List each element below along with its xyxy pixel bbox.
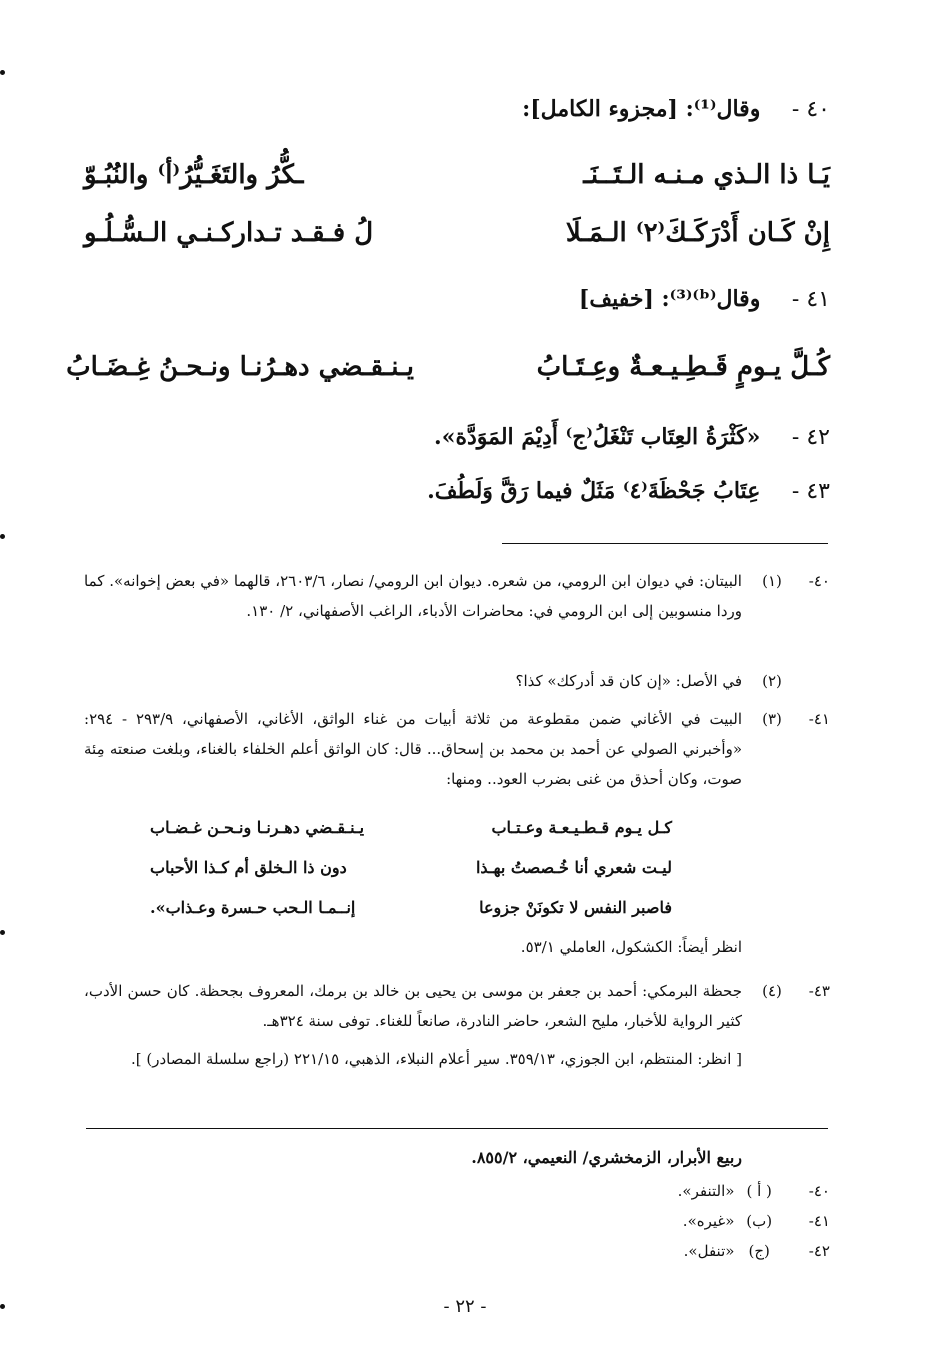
footnote-text: البيت في الأغاني ضمن مقطوعة من ثلاثة أبيات من غناء الواثق، الأغاني، الأصفهاني، ٢٩٣/٩ - ٢٩٤: «وأخبرني الصولي عن أحمد بن محمد بن إسحاق... قال: كان الواثق أعلم الخلفاء بالغناء، وبلغت صنعته مِئة صوت، وكان أحذق من غنى بضرب العود.. ومنها: (84, 710, 742, 788)
variant-text: «التنفر». (677, 1182, 735, 1200)
variant-text: «غيره». (682, 1212, 735, 1230)
page-number: - ٢٢ - (443, 1296, 487, 1317)
footnote-3-verse-2-first: ليـت شعري أنا خُـصصتُ بهـذا (475, 858, 672, 877)
footnote-3-see-also: انظر أيضاً: الكشكول، العاملي ٥٣/١. (520, 938, 742, 956)
variant-40 (678, 1182, 830, 1200)
scan-edge-mark (0, 534, 5, 539)
footnote-3-verse-3-first: فاصبر النفس لا تكونَنْ جزوعا (479, 898, 672, 917)
scan-edge-mark (0, 930, 5, 935)
footnote-ref: (٣) (762, 710, 782, 728)
variant-42 (684, 1242, 830, 1260)
footnote-3-verse-3-second: إنــمـا الـحب حـسرة وعـذاب». (150, 898, 356, 917)
footnote-ref: (٢) (762, 672, 782, 690)
footnote-2 (84, 666, 830, 696)
variants-separator (86, 1128, 828, 1129)
footnote-separator (502, 543, 828, 544)
entry-number: ٤٣ - (791, 479, 830, 504)
entry-text: وقال⁽¹⁾: [مجزوء الكامل]: (522, 96, 761, 122)
entry-number: ٤٢ - (791, 425, 830, 450)
verse-40-1-first-hemistich: يَـا ذا الـذي مـنـه الـتَــنَـ (583, 160, 830, 190)
verse-41-second-hemistich: يـنـقـضي دهـرُنـا ونـحـنُ غِـضَـابُ (66, 352, 414, 382)
footnote-text: جحظة البرمكي: أحمد بن جعفر بن موسى بن يحيى بن خالد بن برمك، المعروف بجحظة. كان حسن الأدب، كثير الرواية للأخبار، مليح الشعر، حاضر النادرة، صانعاً للغناء. توفى سنة ٣٢٤هـ. (84, 982, 742, 1030)
footnote-ref: (١) (762, 572, 782, 590)
footnote-4 (84, 976, 830, 1036)
entry-43 (427, 478, 830, 504)
footnote-4-references: [ انظر: المنتظم، ابن الجوزي، ٣٥٩/١٣. سير أعلام النبلاء، الذهبي، ٢٢١/١٥ (راجع سلسلة المصادر) ]. (131, 1050, 742, 1068)
footnote-3-verse-1-second: يـنـقـضي دهـرنـا ونـحـن غـضـاب (150, 818, 365, 837)
entry-41 (579, 286, 830, 312)
entry-40 (522, 96, 830, 122)
variant-ref: ( أ ) (746, 1182, 772, 1200)
entry-42 (434, 424, 830, 450)
variant-entry-number: ٤٠- (808, 1182, 830, 1200)
footnote-ref: (٤) (762, 982, 782, 1000)
footnote-entry-number: ٤٣- (808, 982, 830, 1000)
verse-40-1-second-hemistich: ـكُّرُ والتَغَـيُّرُ⁽أ⁾ والنُبُـوّ (84, 160, 304, 190)
variant-entry-number: ٤٢- (808, 1242, 830, 1260)
verse-40-2-second-hemistich: لُ فـقـد تـداركـنـي الـسُّـلُـو (84, 218, 374, 248)
footnote-entry-number: ٤٠- (808, 572, 830, 590)
footnote-3-verse-2-second: دون ذا الـخلق أم كـذا الأحباب (150, 858, 347, 877)
verse-40-2-first-hemistich: إِنْ كَـان أَدْرَكَـكَ⁽٢⁾ الـمَـلَا (565, 218, 830, 248)
entry-number: ٤٠ - (791, 97, 830, 122)
entry-text: عِتَابُ جَحْظَةَ⁽٤⁾ مَثَلٌ فيما رَقَّ وَلَطُفَ. (427, 478, 761, 504)
variant-text: «تنفل». (683, 1242, 735, 1260)
footnote-3-verse-1-first: كـل يـوم قـطـيـعـة وعـتـاب (491, 818, 672, 837)
scan-edge-mark (0, 1304, 5, 1309)
variant-entry-number: ٤١- (808, 1212, 830, 1230)
entry-text: وقال⁽ᵇ⁾⁽³⁾: [خفيف] (578, 286, 761, 312)
source-reference: ربيع الأبرار، الزمخشري/ النعيمي، ٨٥٥/٢. (471, 1148, 742, 1167)
entry-text: «كَثْرَةُ العِتَاب تَنْغَلُ⁽ج⁾ أَدِيْمَ المَوَدَّة». (434, 424, 761, 450)
variant-ref: (ج) (748, 1242, 770, 1260)
scan-edge-mark (0, 70, 5, 75)
verse-41-first-hemistich: كُـلَّ يـومٍ قَـطِـيـعـةٌ وعِـتَـابُ (536, 352, 830, 382)
variant-41 (683, 1212, 830, 1230)
footnote-1 (84, 566, 830, 626)
entry-number: ٤١ - (791, 287, 830, 312)
footnote-text: البيتان: في ديوان ابن الرومي، من شعره. ديوان ابن الرومي/ نصار، ٢٦٠٣/٦، قالهما «في بعض إخوانه». كما وردا منسوبين إلى ابن الرومي في: محاضرات الأدباء، الراغب الأصفهاني، ٢/ ١٣٠. (84, 572, 742, 620)
footnote-3 (84, 704, 830, 794)
footnote-entry-number: ٤١- (808, 710, 830, 728)
footnote-text: في الأصل: «إن كان قد أدركك» كذا؟ (515, 672, 742, 690)
variant-ref: (ب) (746, 1212, 773, 1230)
